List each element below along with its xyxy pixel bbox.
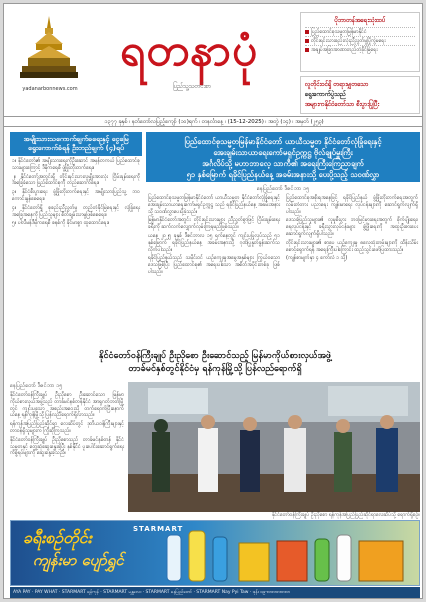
headline-line: ၅၁ နှစ်မြောက် ရခိုင်ပြည်နယ်နေ့ အခမ်းအနားသို့ ပေးပို့သည့် သဝဏ်လွှာ [186, 170, 380, 179]
photo-caption: နိုင်ငံတော်ဝန်ကြီးချုပ် ဦးညိုစော ရန်ကုန်အပြည်ပြည်ဆိုင်ရာလေဆိပ်သို့ ရောက်ရှိစဉ်။ [271, 512, 420, 518]
drink-bottles-icon [161, 527, 411, 583]
left-story-headline: အမျိုးသားသကောက်ချက်ခရေးနှင့် ငွေမြေရွေးကောက်ခံရန် ဦးတည်ချက် (၄)ရပ် [10, 132, 142, 156]
left-story-paragraph: ၃။ နိုင်ငံ့စီးပွားရေး ဖွံ့ဖြိုးတိုးတက်ရေးနှင့် အမျိုးသားပြည်သူ့ ဘဝ ကောင်းမွန်စေရေး။ [12, 189, 140, 202]
lead-story-paragraph: တိုင်းရင်းသားများ၏ စာပေ ယဉ်ကျေးမှု ဓလေ့ထုံးတမ်းများကို ထိန်းသိမ်းစောင့်ရှောက်ရန် အရေးကြီးပါကြောင်း ထည့်သွင်းဖော်ပြထားသည်။ [286, 239, 418, 253]
continued-note: (ကျန်စာမျက်နှာ ၄ ကော်လံ ၁ သို့) [286, 255, 348, 262]
election-slogan-box [300, 76, 420, 114]
left-story-paragraph: ၁။ နိုင်ငံတော်၏ အမျိုးသားရေးကိုဦးဆောင် အမှန်တကယ် ပြည်ထောင်စုသားများကြောင့် ဒီမိုကရေစီ ဖွံ့ဖြိုးတိုးတက်ရေး။ [12, 158, 140, 171]
advertisement-banner[interactable] [10, 520, 420, 586]
ad-headline: ခရီးစဉ်တိုင်း [23, 528, 92, 547]
second-story-dateline: နေပြည်တော် ဒီဇင်ဘာ ၁၅ [10, 383, 63, 389]
arrival-photo [128, 382, 420, 512]
lead-story-headline [146, 132, 420, 182]
lead-story-columns [146, 195, 420, 278]
slogan-line: ရွေးကောက်ပွဲသည် [305, 91, 346, 98]
lead-story-paragraph: ယနေ့ ၂၀၂၅ ခုနှစ် ဒီဇင်ဘာလ ၁၅ ရက်နေ့တွင် ကျင်းပပြုလုပ်သည့် ၅၁ နှစ်မြောက် ရခိုင်ပြည်နယ်နေ့ အခမ်းအနားသို့ ဂုဏ်ပြုနှုတ်ခွန်းဆက်သလိုက်ပါသည်။ [148, 232, 280, 253]
lead-story-paragraph: ပြည်ထောင်စုသမ္မတမြန်မာနိုင်ငံတော် ယာယီသမ္မတ နိုင်ငံတော်လုံခြုံရေးနှင့် အေးချမ်းသာယာရေးကော်မရှင်ဥက္ကဋ္ဌ သည် ရခိုင်ပြည်နယ်နေ့ အခမ်းအနားသို့ သဝဏ်လွှာပေးပို့ခဲ့သည်။ [148, 195, 280, 215]
issue-dateline: ၁၃၇၇ ခုနှစ် ၊ နတ်တော်လပြည့်ကျော် (၁၀)ရက် ၊ တနင်္လာနေ့ ၊ (15-12-2025) ၊ အတွဲ (၁၄) ၊ အမှတ် (၂၅၃) [4, 116, 423, 127]
headline-line: တာခ်မင်နှစ်တွင်နိုင်ငံမှ ရန်ကုန်မြို့သို့ ပြန်လည်ရောက်ရှိ [128, 364, 302, 374]
objectives-title: ပိုဘာတန်အရေးသုံးထပ် [334, 17, 386, 24]
objectives-box [300, 12, 420, 72]
lead-story-paragraph: ဒေသခံပြည်သူများ၏ လူမှုစီးပွား ဘဝမြင့်မားရေးအတွက် စိုက်ပျိုးရေး၊ ရေလုပ်ငန်းနှင့် ခရီးသွားလုပ်ငန်းများ ဖွံ့ဖြိုးရေးကို အထူးဦးစားပေးဆောင်ရွက်လျက်ရှိပါသည်။ [286, 217, 418, 237]
lead-story-column [148, 195, 280, 278]
logo-subtitle: yadanarbonnews.com [22, 86, 78, 92]
second-story-paragraph: နိုင်ငံတော်ဝန်ကြီးချုပ် ဦးညိုစော ဦးဆောင်သော မြန်မာကိုယ်စားလှယ်အဖွဲ့သည် တာခ်မင်နစ်တန်နိုင်ငံ အာရှဂတ်ဘတ်မြို့တွင် ကျင်းပသော အစည်းအဝေးသို့ တက်ရောက်ပြီးနောက် ယနေ့ ရန်ကုန်မြို့သို့ ပြန်လည်ရောက်ရှိလာသည်။ [10, 392, 124, 419]
lead-story-paragraph: မြန်မာနိုင်ငံတော်အတွင်း တိုင်းရင်းသားများ ညီညွတ်စွာဖြင့် ငြိမ်းချမ်းရေးခရီးကို ဆက်လက်လျှောက်လှမ်းကြရမည်ဖြစ်သည်။ [148, 217, 280, 231]
objective-item: တိုင်းရင်းသားစည်းလုံးညီညွတ်မှုပြိုကွဲမရေး [305, 36, 415, 45]
left-story-paragraph: ၂။ နိုင်ငံတော်အတွင်းရှိ တိုင်းရင်းသားလူမျိုးအားလုံး ငြိမ်းချမ်းရေးကို အခြေခံသော ပြည်ထောင်စုကို တည်ဆောက်ရေး။ [12, 173, 140, 187]
slogan-line: အများကနိုင်ငံတော်သာ စီးပွားပြုပြီး [305, 101, 380, 108]
objective-item: ပြည်ထောင်စုသမ္မတမြန်မာနိုင်ငံ [305, 27, 415, 36]
objective-item: အချုပ်အခြာအာဏာတည်တံ့ခိုင်မြဲရေး [305, 45, 415, 54]
ad-footer: AYA PAY · PAY WHAT · STARMART ရန်ကုန် · STARMART မန္တလေး · STARMART နေပြည်တော် · STARMART Nay Pyi Taw · ဖုန်း ၀၉-၈၈၈၈၈၈၈၈၈ [10, 587, 420, 598]
ad-subheadline: ကျန်းမာ ပျော်ရွှင် [33, 551, 124, 569]
lead-story-paragraph: ပြည်ထောင်စုအစိုးရအနေဖြင့် ရခိုင်ပြည်နယ် ဖွံ့ဖြိုးတိုးတက်ရေးအတွက် လမ်းတံတား ပညာရေး ကျန်းမာရေး လုပ်ငန်းများကို ဆောင်ရွက်လျက်ရှိပါသည်။ [286, 195, 418, 215]
lead-story-paragraph: ရခိုင်ပြည်နယ်သည် သမိုင်းဝင် ယဉ်ကျေးမှုအမွေအနှစ်များ ကြွယ်ဝသော ဒေသဖြစ်ပြီး ပြည်ထောင်စု၏ အရေးပါသော အစိတ်အပိုင်းတစ်ခု ဖြစ်ပါသည်။ [148, 255, 280, 275]
headline-line: အင်္ဂလိပ်သို့ မဟာဘာလေ့ သာကီ၏ အရေးကြီးကြေညာချက် [202, 159, 364, 168]
lead-story [146, 132, 420, 346]
second-story-body [10, 382, 124, 518]
second-story-headline [10, 350, 420, 376]
lead-story-column [286, 195, 418, 278]
left-story-paragraph: ၄။ နိုင်ငံတော်ရှိ စုစည်းညီညွတ်မှု တည်တံ့ခိုင်မြဲရေးနှင့် လုံခြုံရေး အခြေအနေကို ပြည်သူများ စိတ်ချမ်းသာမှုဖြစ်စေရေး။ [12, 204, 140, 218]
newspaper-title: ရတနာပုံ [119, 25, 259, 76]
left-story-paragraph: ၅။ ပါလီမန်ဒီမိုကရေစီ စနစ်ကို ခိုင်မာစွာ ထူထောင်ရေး။ [12, 220, 110, 227]
newspaper-page [3, 3, 423, 599]
second-story-paragraph: ရန်ကုန်အပြည်ပြည်ဆိုင်ရာ လေဆိပ်တွင် ဒုတိယဝန်ကြီးများနှင့် တာဝန်ရှိသူများက ကြိုဆိုကြသည်။ [10, 421, 124, 434]
pagoda-logo-icon [18, 14, 80, 82]
left-story-body [10, 156, 142, 231]
second-story-paragraph: နိုင်ငံတော်ဝန်ကြီးချုပ် ဦးညိုစောသည် တာခ်မင်နစ်တန် နိုင်ငံ သမ္မတနှင့် တွေ့ဆုံဆွေးနွေးခဲ့ပြီး နှစ်နိုင်ငံ ပူးပေါင်းဆောင်ရွက်ရေးကိစ္စရပ်များကို ဆွေးနွေးခဲ့သည်။ [10, 436, 124, 457]
slogan-line: လူတိုင်းဝင်ရှိ တရားမျှတသော [305, 81, 369, 88]
headline-line: ပြည်ထောင်စုသမ္မတမြန်မာနိုင်ငံတော် ယာယီသမ္မတ နိုင်ငံတော်လုံခြုံရေးနှင့် [184, 137, 382, 146]
ad-brand: STARMART [133, 525, 184, 533]
masthead-tagline: ပြည်သူ့သတင်းစာ [172, 83, 212, 90]
headline-line: အေးချမ်းသာယာရေးကော်မရှင်ဥက္ကဋ္ဌ ဗိုလ်ချုပ်မှူးကြီး [213, 148, 353, 157]
left-column-story [10, 132, 142, 346]
headline-line: နိုင်ငံတော်ဝန်ကြီးချုပ် ဦးညိုစော ဦးဆောင်သည့် မြန်မာကိုယ်စားလှယ်အဖွဲ့ [98, 351, 332, 361]
lead-story-dateline: နေပြည်တော် ဒီဇင်ဘာ ၁၅ [256, 186, 310, 192]
